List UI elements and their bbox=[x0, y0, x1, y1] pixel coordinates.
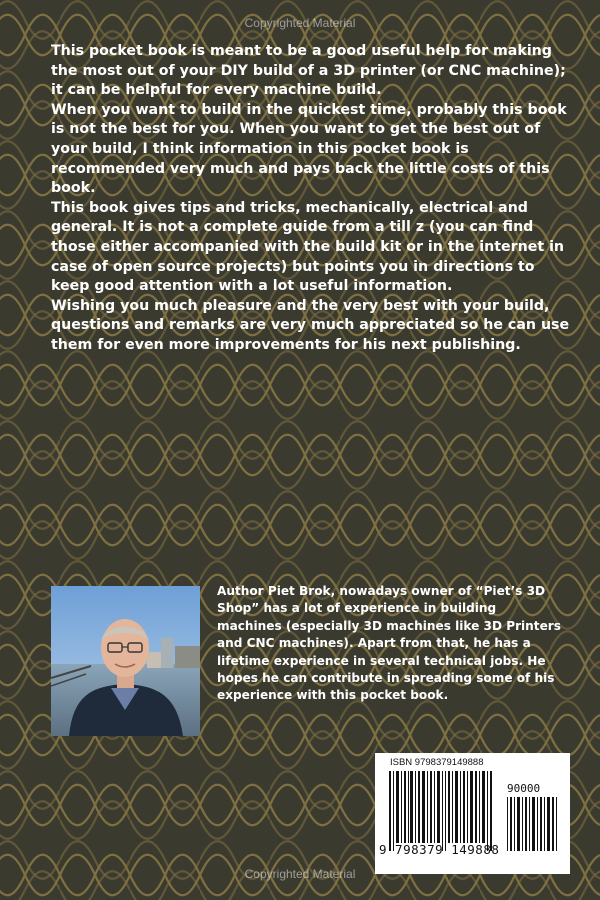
description-paragraph-2: When you want to build in the quickest time, probably this book is not the best for you. When you want to get the best out of your build, I think information in this pocket book is recommended very much and pays back the little costs of this book. bbox=[51, 101, 567, 197]
description-paragraph-1: This pocket book is meant to be a good useful help for making the most out of your DIY build of a 3D printer (or CNC machine); it can be helpful for every machine build. bbox=[51, 43, 566, 99]
author-photo bbox=[51, 586, 200, 736]
isbn-label: ISBN 9798379149888 bbox=[390, 757, 484, 768]
price-code: 90000 bbox=[507, 782, 541, 795]
isbn-digits: 9 798379 149888 bbox=[379, 842, 500, 857]
watermark-top: Copyrighted Material bbox=[244, 16, 356, 30]
description-paragraph-3: This book gives tips and tricks, mechanically, electrical and general. It is not a complete guide from a till z (you can find those either accompanied with the build kit or in the internet in case of open source projects) but points you in directions to keep good attention with a lot useful information. bbox=[51, 199, 565, 295]
description-paragraph-4: Wishing you much pleasure and the very best with your build, questions and remarks are very much appreciated so he can use them for even more improvements for his next publishing. bbox=[51, 297, 570, 353]
author-bio: Author Piet Brok, nowadays owner of “Piet’s 3D Shop” has a lot of experience in building machines (especially 3D machines like 3D Printers and CNC machines). Apart from that, he has a lifetime experience in several technical jobs. He hopes he can contribute in spreading some of his experience with this pocket book. bbox=[217, 584, 561, 703]
watermark-bottom: Copyrighted Material bbox=[244, 867, 356, 881]
isbn-barcode bbox=[375, 753, 570, 874]
book-description bbox=[51, 42, 571, 356]
